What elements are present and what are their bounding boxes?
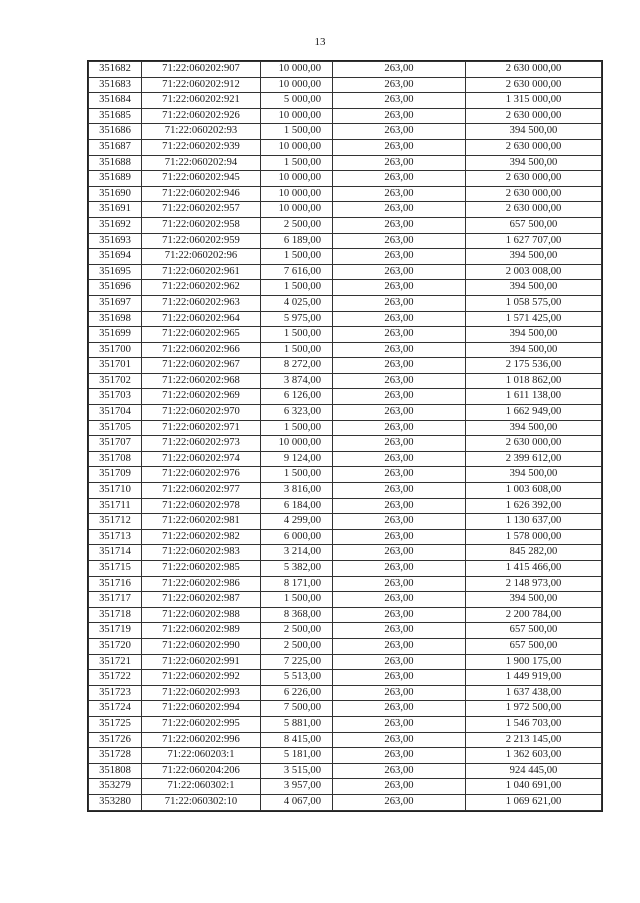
area-cell: 10 000,00 (261, 202, 333, 218)
total-value-cell: 657 500,00 (466, 623, 602, 639)
total-value-cell: 2 630 000,00 (466, 436, 602, 452)
parcel-id-cell: 351689 (89, 171, 142, 187)
cadastral-number-cell: 71:22:060202:946 (142, 186, 261, 202)
area-cell: 2 500,00 (261, 623, 333, 639)
rate-cell: 263,00 (333, 561, 466, 577)
page-number: 13 (314, 36, 326, 48)
area-cell: 1 500,00 (261, 249, 333, 265)
total-value-cell: 657 500,00 (466, 217, 602, 233)
cadastral-number-cell: 71:22:060202:986 (142, 576, 261, 592)
table-row (89, 514, 602, 530)
area-cell: 6 323,00 (261, 405, 333, 421)
parcel-id-cell: 353280 (89, 794, 142, 810)
area-cell: 10 000,00 (261, 62, 333, 78)
table-row (89, 561, 602, 577)
rate-cell: 263,00 (333, 748, 466, 764)
table-row (89, 638, 602, 654)
rate-cell: 263,00 (333, 139, 466, 155)
rate-cell: 263,00 (333, 529, 466, 545)
parcel-id-cell: 351682 (89, 62, 142, 78)
table-row (89, 124, 602, 140)
parcel-id-cell: 353279 (89, 779, 142, 795)
parcel-id-cell: 351719 (89, 623, 142, 639)
area-cell: 1 500,00 (261, 280, 333, 296)
parcel-id-cell: 351717 (89, 592, 142, 608)
area-cell: 1 500,00 (261, 342, 333, 358)
rate-cell: 263,00 (333, 607, 466, 623)
cadastral-number-cell: 71:22:060202:967 (142, 358, 261, 374)
parcel-id-cell: 351685 (89, 108, 142, 124)
parcel-id-cell: 351699 (89, 327, 142, 343)
cadastral-number-cell: 71:22:060302:10 (142, 794, 261, 810)
table-row (89, 373, 602, 389)
area-cell: 4 299,00 (261, 514, 333, 530)
total-value-cell: 2 630 000,00 (466, 139, 602, 155)
cadastral-number-cell: 71:22:060202:981 (142, 514, 261, 530)
area-cell: 3 515,00 (261, 763, 333, 779)
area-cell: 1 500,00 (261, 155, 333, 171)
rate-cell: 263,00 (333, 124, 466, 140)
rate-cell: 263,00 (333, 93, 466, 109)
parcel-id-cell: 351708 (89, 451, 142, 467)
table-row (89, 93, 602, 109)
rate-cell: 263,00 (333, 62, 466, 78)
area-cell: 7 616,00 (261, 264, 333, 280)
table-row (89, 186, 602, 202)
area-cell: 6 189,00 (261, 233, 333, 249)
rate-cell: 263,00 (333, 436, 466, 452)
total-value-cell: 2 630 000,00 (466, 186, 602, 202)
rate-cell: 263,00 (333, 763, 466, 779)
area-cell: 6 184,00 (261, 498, 333, 514)
cadastral-number-cell: 71:22:060202:995 (142, 716, 261, 732)
total-value-cell: 1 546 703,00 (466, 716, 602, 732)
total-value-cell: 2 630 000,00 (466, 108, 602, 124)
table-row (89, 670, 602, 686)
rate-cell: 263,00 (333, 389, 466, 405)
total-value-cell: 2 399 612,00 (466, 451, 602, 467)
table-row (89, 576, 602, 592)
rate-cell: 263,00 (333, 685, 466, 701)
table-row (89, 779, 602, 795)
cadastral-number-cell: 71:22:060302:1 (142, 779, 261, 795)
cadastral-number-cell: 71:22:060202:989 (142, 623, 261, 639)
table-row (89, 436, 602, 452)
total-value-cell: 394 500,00 (466, 249, 602, 265)
total-value-cell: 2 630 000,00 (466, 171, 602, 187)
total-value-cell: 924 445,00 (466, 763, 602, 779)
parcel-id-cell: 351726 (89, 732, 142, 748)
parcel-id-cell: 351692 (89, 217, 142, 233)
parcel-id-cell: 351711 (89, 498, 142, 514)
rate-cell: 263,00 (333, 202, 466, 218)
area-cell: 10 000,00 (261, 186, 333, 202)
parcel-id-cell: 351695 (89, 264, 142, 280)
total-value-cell: 394 500,00 (466, 342, 602, 358)
table-row (89, 498, 602, 514)
cadastral-number-cell: 71:22:060202:94 (142, 155, 261, 171)
rate-cell: 263,00 (333, 155, 466, 171)
total-value-cell: 394 500,00 (466, 467, 602, 483)
area-cell: 7 500,00 (261, 701, 333, 717)
total-value-cell: 2 213 145,00 (466, 732, 602, 748)
cadastral-number-cell: 71:22:060202:959 (142, 233, 261, 249)
cadastral-number-cell: 71:22:060202:976 (142, 467, 261, 483)
table-row (89, 280, 602, 296)
table-body (89, 62, 602, 811)
cadastral-number-cell: 71:22:060202:964 (142, 311, 261, 327)
parcel-id-cell: 351725 (89, 716, 142, 732)
area-cell: 6 226,00 (261, 685, 333, 701)
table-row (89, 794, 602, 810)
rate-cell: 263,00 (333, 171, 466, 187)
cadastral-number-cell: 71:22:060202:945 (142, 171, 261, 187)
area-cell: 5 382,00 (261, 561, 333, 577)
cadastral-number-cell: 71:22:060202:962 (142, 280, 261, 296)
cadastral-number-cell: 71:22:060202:993 (142, 685, 261, 701)
area-cell: 7 225,00 (261, 654, 333, 670)
table-row (89, 716, 602, 732)
parcel-id-cell: 351715 (89, 561, 142, 577)
parcel-id-cell: 351707 (89, 436, 142, 452)
rate-cell: 263,00 (333, 108, 466, 124)
total-value-cell: 394 500,00 (466, 124, 602, 140)
area-cell: 1 500,00 (261, 467, 333, 483)
area-cell: 5 181,00 (261, 748, 333, 764)
total-value-cell: 1 362 603,00 (466, 748, 602, 764)
rate-cell: 263,00 (333, 545, 466, 561)
cadastral-number-cell: 71:22:060202:996 (142, 732, 261, 748)
rate-cell: 263,00 (333, 405, 466, 421)
parcel-id-cell: 351712 (89, 514, 142, 530)
parcel-id-cell: 351709 (89, 467, 142, 483)
cadastral-number-cell: 71:22:060202:957 (142, 202, 261, 218)
parcel-id-cell: 351721 (89, 654, 142, 670)
parcel-id-cell: 351700 (89, 342, 142, 358)
table-row (89, 264, 602, 280)
area-cell: 8 368,00 (261, 607, 333, 623)
total-value-cell: 1 972 500,00 (466, 701, 602, 717)
parcel-id-cell: 351710 (89, 483, 142, 499)
total-value-cell: 2 630 000,00 (466, 202, 602, 218)
area-cell: 8 171,00 (261, 576, 333, 592)
rate-cell: 263,00 (333, 451, 466, 467)
area-cell: 3 816,00 (261, 483, 333, 499)
total-value-cell: 1 018 862,00 (466, 373, 602, 389)
total-value-cell: 1 130 637,00 (466, 514, 602, 530)
parcel-id-cell: 351714 (89, 545, 142, 561)
rate-cell: 263,00 (333, 373, 466, 389)
total-value-cell: 1 578 000,00 (466, 529, 602, 545)
total-value-cell: 394 500,00 (466, 155, 602, 171)
rate-cell: 263,00 (333, 514, 466, 530)
total-value-cell: 1 662 949,00 (466, 405, 602, 421)
table-row (89, 108, 602, 124)
table-row (89, 732, 602, 748)
area-cell: 6 000,00 (261, 529, 333, 545)
table-row (89, 62, 602, 78)
area-cell: 5 513,00 (261, 670, 333, 686)
area-cell: 3 874,00 (261, 373, 333, 389)
rate-cell: 263,00 (333, 701, 466, 717)
rate-cell: 263,00 (333, 233, 466, 249)
cadastral-number-cell: 71:22:060202:965 (142, 327, 261, 343)
parcel-id-cell: 351713 (89, 529, 142, 545)
rate-cell: 263,00 (333, 280, 466, 296)
rate-cell: 263,00 (333, 295, 466, 311)
parcel-id-cell: 351701 (89, 358, 142, 374)
area-cell: 2 500,00 (261, 217, 333, 233)
total-value-cell: 1 040 691,00 (466, 779, 602, 795)
cadastral-number-cell: 71:22:060202:939 (142, 139, 261, 155)
rate-cell: 263,00 (333, 498, 466, 514)
area-cell: 4 025,00 (261, 295, 333, 311)
area-cell: 5 000,00 (261, 93, 333, 109)
cadastral-number-cell: 71:22:060202:994 (142, 701, 261, 717)
table-row (89, 77, 602, 93)
table-row (89, 311, 602, 327)
cadastral-number-cell: 71:22:060202:961 (142, 264, 261, 280)
total-value-cell: 2 200 784,00 (466, 607, 602, 623)
total-value-cell: 1 315 000,00 (466, 93, 602, 109)
total-value-cell: 1 900 175,00 (466, 654, 602, 670)
area-cell: 2 500,00 (261, 638, 333, 654)
total-value-cell: 2 148 973,00 (466, 576, 602, 592)
area-cell: 1 500,00 (261, 592, 333, 608)
cadastral-number-cell: 71:22:060202:988 (142, 607, 261, 623)
table-row (89, 171, 602, 187)
table-row (89, 623, 602, 639)
total-value-cell: 657 500,00 (466, 638, 602, 654)
cadastral-number-cell: 71:22:060202:970 (142, 405, 261, 421)
table-row (89, 139, 602, 155)
rate-cell: 263,00 (333, 592, 466, 608)
parcel-id-cell: 351704 (89, 405, 142, 421)
area-cell: 6 126,00 (261, 389, 333, 405)
cadastral-number-cell: 71:22:060203:1 (142, 748, 261, 764)
parcel-id-cell: 351696 (89, 280, 142, 296)
cadastral-number-cell: 71:22:060202:985 (142, 561, 261, 577)
cadastral-number-cell: 71:22:060202:971 (142, 420, 261, 436)
land-parcels-table (87, 60, 603, 812)
total-value-cell: 2 630 000,00 (466, 62, 602, 78)
rate-cell: 263,00 (333, 420, 466, 436)
area-cell: 3 214,00 (261, 545, 333, 561)
cadastral-number-cell: 71:22:060202:974 (142, 451, 261, 467)
table-row (89, 592, 602, 608)
total-value-cell: 394 500,00 (466, 327, 602, 343)
rate-cell: 263,00 (333, 467, 466, 483)
area-cell: 10 000,00 (261, 436, 333, 452)
total-value-cell: 2 003 008,00 (466, 264, 602, 280)
rate-cell: 263,00 (333, 358, 466, 374)
cadastral-number-cell: 71:22:060202:926 (142, 108, 261, 124)
table-row (89, 685, 602, 701)
cadastral-number-cell: 71:22:060202:987 (142, 592, 261, 608)
cadastral-number-cell: 71:22:060202:912 (142, 77, 261, 93)
total-value-cell: 1 571 425,00 (466, 311, 602, 327)
table-row (89, 327, 602, 343)
cadastral-number-cell: 71:22:060202:96 (142, 249, 261, 265)
table-row (89, 420, 602, 436)
parcel-id-cell: 351684 (89, 93, 142, 109)
table-row (89, 467, 602, 483)
parcel-id-cell: 351705 (89, 420, 142, 436)
total-value-cell: 1 449 919,00 (466, 670, 602, 686)
parcel-id-cell: 351688 (89, 155, 142, 171)
total-value-cell: 394 500,00 (466, 592, 602, 608)
total-value-cell: 1 415 466,00 (466, 561, 602, 577)
table-row (89, 763, 602, 779)
rate-cell: 263,00 (333, 670, 466, 686)
table-row (89, 701, 602, 717)
rate-cell: 263,00 (333, 264, 466, 280)
parcel-id-cell: 351716 (89, 576, 142, 592)
parcel-id-cell: 351718 (89, 607, 142, 623)
rate-cell: 263,00 (333, 732, 466, 748)
table-row (89, 249, 602, 265)
parcel-id-cell: 351698 (89, 311, 142, 327)
table-row (89, 202, 602, 218)
cadastral-number-cell: 71:22:060202:973 (142, 436, 261, 452)
table-row (89, 155, 602, 171)
parcel-id-cell: 351728 (89, 748, 142, 764)
table-row (89, 295, 602, 311)
cadastral-number-cell: 71:22:060202:969 (142, 389, 261, 405)
total-value-cell: 2 175 536,00 (466, 358, 602, 374)
rate-cell: 263,00 (333, 716, 466, 732)
cadastral-number-cell: 71:22:060202:992 (142, 670, 261, 686)
total-value-cell: 845 282,00 (466, 545, 602, 561)
parcel-id-cell: 351694 (89, 249, 142, 265)
area-cell: 4 067,00 (261, 794, 333, 810)
area-cell: 5 881,00 (261, 716, 333, 732)
cadastral-number-cell: 71:22:060202:983 (142, 545, 261, 561)
cadastral-number-cell: 71:22:060202:93 (142, 124, 261, 140)
table-row (89, 607, 602, 623)
total-value-cell: 1 058 575,00 (466, 295, 602, 311)
total-value-cell: 1 637 438,00 (466, 685, 602, 701)
rate-cell: 263,00 (333, 342, 466, 358)
area-cell: 8 272,00 (261, 358, 333, 374)
area-cell: 5 975,00 (261, 311, 333, 327)
table-row (89, 654, 602, 670)
rate-cell: 263,00 (333, 327, 466, 343)
cadastral-number-cell: 71:22:060202:958 (142, 217, 261, 233)
table-row (89, 451, 602, 467)
table-row (89, 217, 602, 233)
parcel-id-cell: 351691 (89, 202, 142, 218)
area-cell: 10 000,00 (261, 77, 333, 93)
cadastral-number-cell: 71:22:060202:921 (142, 93, 261, 109)
table-row (89, 405, 602, 421)
area-cell: 9 124,00 (261, 451, 333, 467)
area-cell: 3 957,00 (261, 779, 333, 795)
table-row (89, 748, 602, 764)
cadastral-number-cell: 71:22:060202:966 (142, 342, 261, 358)
rate-cell: 263,00 (333, 794, 466, 810)
parcel-id-cell: 351693 (89, 233, 142, 249)
cadastral-number-cell: 71:22:060202:990 (142, 638, 261, 654)
rate-cell: 263,00 (333, 623, 466, 639)
parcel-id-cell: 351702 (89, 373, 142, 389)
area-cell: 1 500,00 (261, 420, 333, 436)
table-row (89, 545, 602, 561)
parcel-id-cell: 351722 (89, 670, 142, 686)
parcel-id-cell: 351720 (89, 638, 142, 654)
table-row (89, 342, 602, 358)
parcel-id-cell: 351687 (89, 139, 142, 155)
rate-cell: 263,00 (333, 186, 466, 202)
table-row (89, 233, 602, 249)
table-row (89, 483, 602, 499)
total-value-cell: 1 003 608,00 (466, 483, 602, 499)
cadastral-number-cell: 71:22:060202:907 (142, 62, 261, 78)
parcel-id-cell: 351697 (89, 295, 142, 311)
rate-cell: 263,00 (333, 217, 466, 233)
parcel-id-cell: 351724 (89, 701, 142, 717)
cadastral-number-cell: 71:22:060202:977 (142, 483, 261, 499)
area-cell: 10 000,00 (261, 139, 333, 155)
parcel-id-cell: 351808 (89, 763, 142, 779)
cadastral-number-cell: 71:22:060202:982 (142, 529, 261, 545)
rate-cell: 263,00 (333, 638, 466, 654)
parcel-id-cell: 351686 (89, 124, 142, 140)
table-row (89, 358, 602, 374)
cadastral-number-cell: 71:22:060202:968 (142, 373, 261, 389)
cadastral-number-cell: 71:22:060204:206 (142, 763, 261, 779)
total-value-cell: 1 626 392,00 (466, 498, 602, 514)
cadastral-number-cell: 71:22:060202:991 (142, 654, 261, 670)
rate-cell: 263,00 (333, 483, 466, 499)
cadastral-number-cell: 71:22:060202:963 (142, 295, 261, 311)
table-row (89, 529, 602, 545)
table-row (89, 389, 602, 405)
parcel-id-cell: 351683 (89, 77, 142, 93)
total-value-cell: 1 611 138,00 (466, 389, 602, 405)
area-cell: 1 500,00 (261, 124, 333, 140)
rate-cell: 263,00 (333, 311, 466, 327)
parcel-id-cell: 351703 (89, 389, 142, 405)
rate-cell: 263,00 (333, 77, 466, 93)
area-cell: 8 415,00 (261, 732, 333, 748)
rate-cell: 263,00 (333, 779, 466, 795)
total-value-cell: 394 500,00 (466, 280, 602, 296)
total-value-cell: 1 069 621,00 (466, 794, 602, 810)
total-value-cell: 1 627 707,00 (466, 233, 602, 249)
total-value-cell: 394 500,00 (466, 420, 602, 436)
area-cell: 10 000,00 (261, 171, 333, 187)
area-cell: 10 000,00 (261, 108, 333, 124)
parcel-id-cell: 351690 (89, 186, 142, 202)
rate-cell: 263,00 (333, 654, 466, 670)
rate-cell: 263,00 (333, 249, 466, 265)
cadastral-number-cell: 71:22:060202:978 (142, 498, 261, 514)
parcel-id-cell: 351723 (89, 685, 142, 701)
total-value-cell: 2 630 000,00 (466, 77, 602, 93)
area-cell: 1 500,00 (261, 327, 333, 343)
rate-cell: 263,00 (333, 576, 466, 592)
